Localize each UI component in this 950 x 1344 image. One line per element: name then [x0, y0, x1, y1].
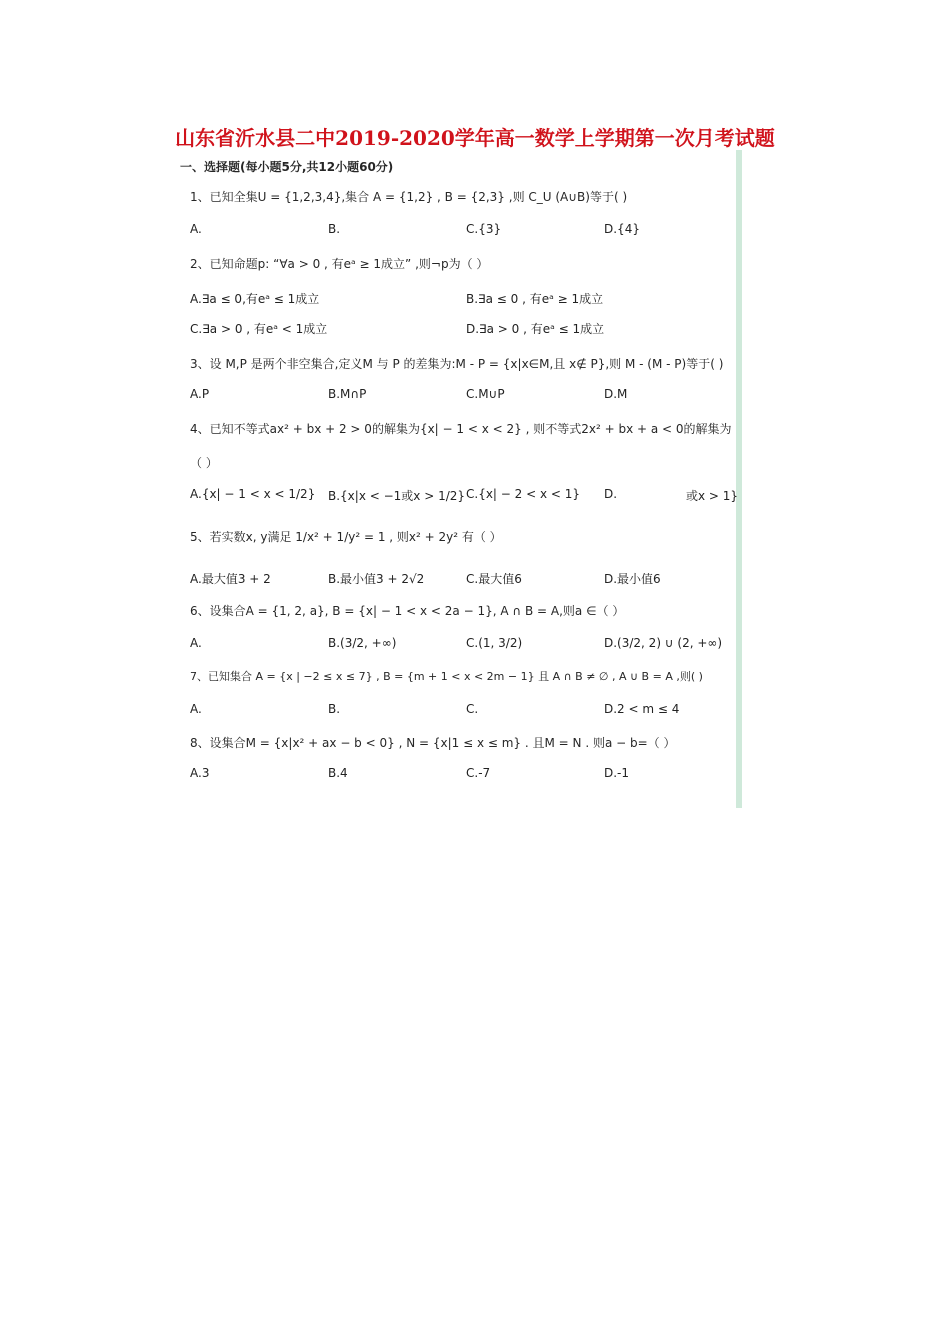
- option-a: A.{x| − 1 < x < 1/2}: [190, 487, 316, 501]
- option-b: B.4: [328, 766, 348, 780]
- option-a: A.∃a ≤ 0,有eᵃ ≤ 1成立: [190, 292, 320, 306]
- option-b: B.最小值3 + 2√2: [328, 572, 425, 586]
- option-d: D.∃a > 0 , 有eᵃ ≤ 1成立: [466, 322, 605, 336]
- option-b: B.: [328, 702, 341, 716]
- option-c: C.∃a > 0 , 有eᵃ < 1成立: [190, 322, 328, 336]
- option-c: C.(1, 3/2): [466, 636, 523, 650]
- question-2-stem: 2、已知命题p: “∀a > 0 , 有eᵃ ≥ 1成立” ,则¬p为（ ）: [190, 257, 489, 271]
- question-7-stem: 7、已知集合 A = {x | −2 ≤ x ≤ 7} , B = {m + 1 < x < 2m − 1} 且 A ∩ B ≠ ∅ , A ∪ B = A ,则( ): [190, 670, 703, 683]
- option-a: A.P: [190, 387, 210, 401]
- option-d: D.{4}: [604, 222, 640, 236]
- option-d: D.2 < m ≤ 4: [604, 702, 680, 716]
- option-b: B.: [328, 222, 341, 236]
- option-b: B.∃a ≤ 0 , 有eᵃ ≥ 1成立: [466, 292, 604, 306]
- option-c: C.最大值6: [466, 572, 522, 586]
- option-d: D.M: [604, 387, 628, 401]
- question-3-stem: 3、设 M,P 是两个非空集合,定义M 与 P 的差集为:M - P = {x|x∈M,且 x∉ P},则 M - (M - P)等于( ): [190, 357, 724, 371]
- question-1-stem: 1、已知全集U = {1,2,3,4},集合 A = {1,2} , B = {2,3} ,则 C_U (A∪B)等于( ): [190, 190, 628, 204]
- option-d: D.(3/2, 2) ∪ (2, +∞): [604, 636, 723, 650]
- question-4-answer-blank: （ ）: [190, 456, 218, 470]
- option-d: D.最小值6: [604, 572, 661, 586]
- question-6-stem: 6、设集合A = {1, 2, a}, B = {x| − 1 < x < 2a − 1}, A ∩ B = A,则a ∈（ ）: [190, 604, 625, 618]
- document-title: 山东省沂水县二中2019-2020学年高一数学上学期第一次月考试题: [175, 126, 775, 150]
- question-5-stem: 5、若实数x, y满足 1/x² + 1/y² = 1 , 则x² + 2y² 有（ ）: [190, 530, 502, 544]
- question-8-stem: 8、设集合M = {x|x² + ax − b < 0} , N = {x|1 ≤ x ≤ m} . 且M = N . 则a − b=（ ）: [190, 736, 676, 750]
- option-d: D.: [604, 487, 618, 501]
- option-b: B.{x|x < −1或x > 1/2}: [328, 489, 466, 503]
- option-a: A.3: [190, 766, 210, 780]
- option-a: A.最大值3 + 2: [190, 572, 271, 586]
- option-c: C.{x| − 2 < x < 1}: [466, 487, 581, 501]
- option-c: C.-7: [466, 766, 491, 780]
- section-heading: 一、选择题(每小题5分,共12小题60分): [180, 160, 394, 174]
- question-4-stem: 4、已知不等式ax² + bx + 2 > 0的解集为{x| − 1 < x < 2} , 则不等式2x² + bx + a < 0的解集为: [190, 422, 732, 436]
- option-c: C.M∪P: [466, 387, 505, 401]
- option-b: B.(3/2, +∞): [328, 636, 397, 650]
- option-a: A.: [190, 702, 202, 716]
- option-d: D.-1: [604, 766, 630, 780]
- option-a: A.: [190, 222, 202, 236]
- margin-rule: [736, 150, 742, 808]
- option-c: C.{3}: [466, 222, 502, 236]
- option-d-fragment: 或x > 1}: [686, 489, 739, 503]
- option-a: A.: [190, 636, 202, 650]
- option-c: C.: [466, 702, 479, 716]
- option-b: B.M∩P: [328, 387, 367, 401]
